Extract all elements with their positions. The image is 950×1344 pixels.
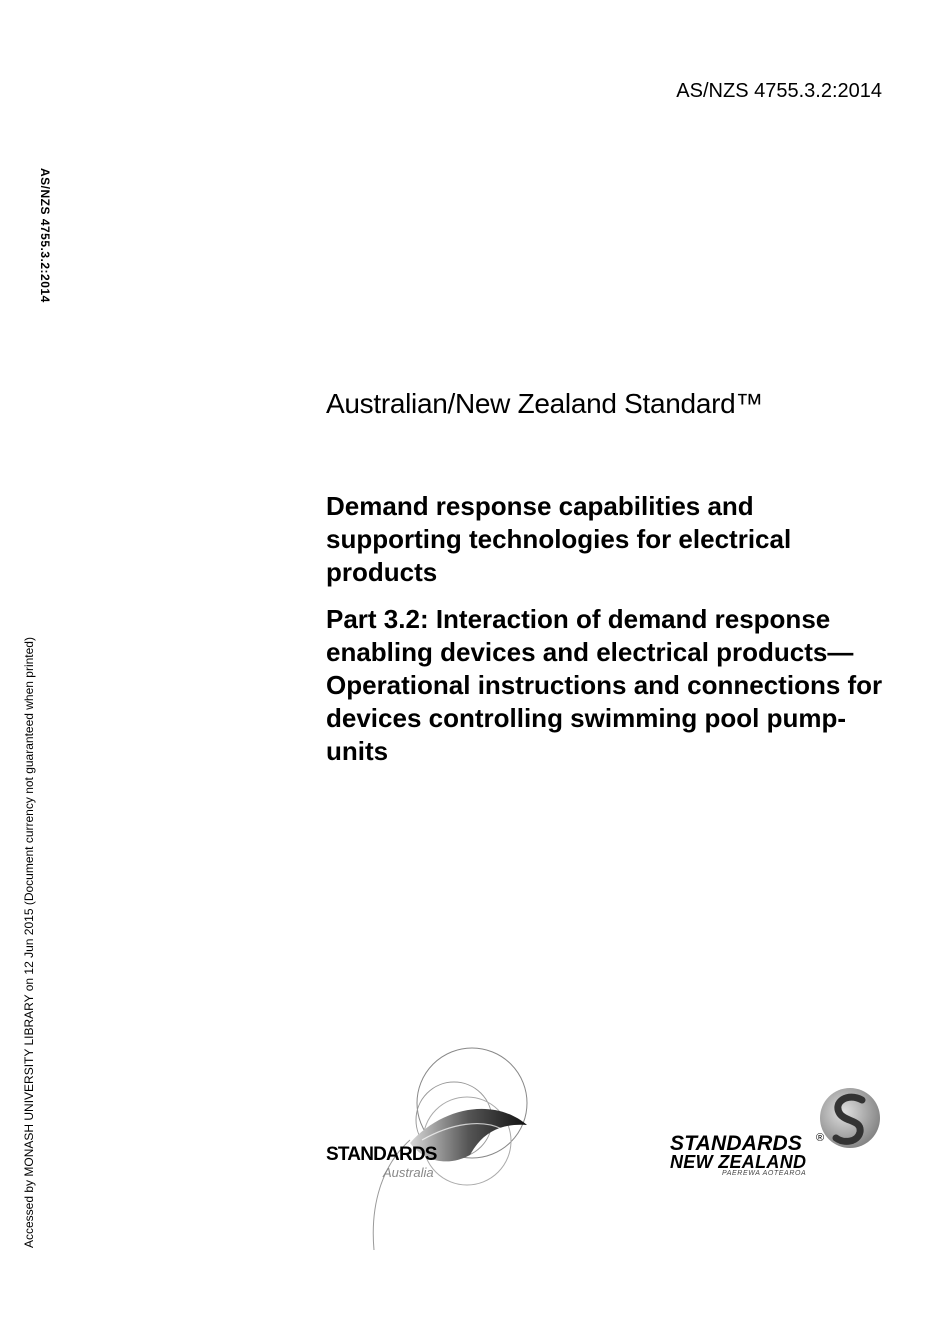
standards-nz-country: NEW ZEALAND bbox=[670, 1152, 807, 1172]
main-title: Demand response capabilities and supporting technologies for electrical products bbox=[326, 491, 792, 587]
spine-document-code: AS/NZS 4755.3.2:2014 bbox=[38, 168, 52, 303]
standards-australia-wordmark: STANDARDS bbox=[326, 1144, 437, 1165]
registered-mark: ® bbox=[816, 1132, 825, 1144]
standards-nz-wordmark: STANDARDS bbox=[670, 1132, 803, 1155]
standards-australia-subtitle: Australia bbox=[383, 1165, 434, 1180]
document-code: AS/NZS 4755.3.2:2014 bbox=[676, 80, 882, 102]
part-title: Part 3.2: Interaction of demand response enabling devices and electrical products—Operational instructions and connections for devices controlling swimming pool pump-units bbox=[326, 604, 883, 766]
access-note: Accessed by MONASH UNIVERSITY LIBRARY on 12 Jun 2015 (Document currency not guaranteed when printed) bbox=[22, 637, 36, 1248]
standards-nz-s-icon bbox=[818, 1086, 882, 1150]
standard-type: Australian/New Zealand Standard™ bbox=[326, 388, 764, 419]
standards-nz-maori-name: PAEREWA AOTEAROA bbox=[722, 1170, 807, 1177]
title-block bbox=[326, 490, 886, 768]
